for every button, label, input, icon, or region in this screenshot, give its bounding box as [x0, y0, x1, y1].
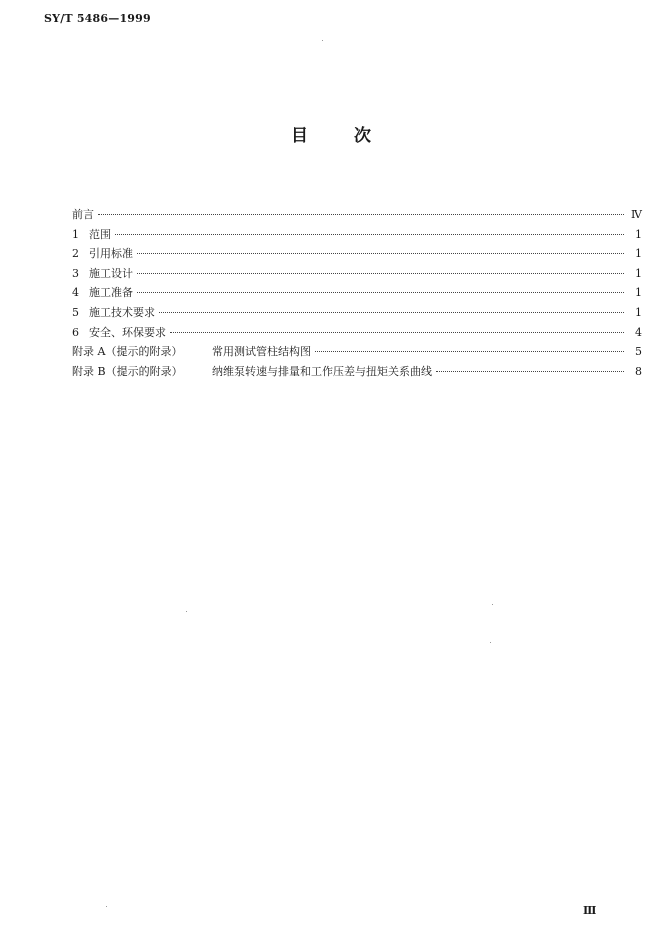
toc-entry-page: Ⅳ: [631, 208, 642, 221]
toc-entry-number: 5: [72, 305, 79, 319]
toc-entry-text: 常用测试管柱结构图: [212, 345, 311, 359]
toc-leader-dots: [170, 332, 624, 333]
toc-entry-text: 施工技术要求: [89, 305, 155, 319]
scan-speck: [186, 611, 187, 612]
toc-entry-number: 6: [72, 325, 79, 339]
toc-leader-dots: [159, 312, 624, 313]
toc-entry-5[interactable]: [72, 303, 642, 323]
scan-speck: [492, 604, 493, 605]
toc-entry-page: 4: [635, 325, 642, 339]
scan-speck: [322, 40, 323, 41]
toc-entry-number: 2: [72, 247, 79, 261]
toc-entry-3[interactable]: [72, 264, 642, 284]
toc-leader-dots: [315, 351, 624, 352]
toc-entry-page: 1: [635, 286, 642, 300]
document-code: SY/T 5486—1999: [44, 12, 151, 25]
toc-leader-dots: [137, 292, 624, 293]
scan-speck: [490, 642, 491, 643]
toc-title-char-1: 目: [291, 126, 308, 146]
toc-entry-page: 5: [635, 345, 642, 359]
toc-entry-number: 1: [72, 227, 79, 241]
toc-entry-text: 纳维泵转速与排量和工作压差与扭矩关系曲线: [212, 364, 432, 378]
toc-entry-number: 3: [72, 266, 79, 280]
toc-entry-appendix-b[interactable]: [72, 362, 642, 382]
toc-entry-text: 范围: [89, 227, 111, 241]
toc-title: [0, 121, 662, 146]
toc-leader-dots: [98, 214, 624, 215]
toc-entry-2[interactable]: [72, 244, 642, 264]
table-of-contents: [72, 205, 642, 381]
toc-entry-6[interactable]: [72, 323, 642, 343]
toc-entry-page: 1: [635, 305, 642, 319]
toc-entry-text: 引用标准: [89, 247, 133, 261]
toc-entry-text: 前言: [72, 208, 94, 221]
toc-entry-appendix-a[interactable]: [72, 342, 642, 362]
toc-entry-4[interactable]: [72, 283, 642, 303]
toc-entry-text: 安全、环保要求: [89, 325, 166, 339]
toc-leader-dots: [115, 234, 624, 235]
toc-entry-page: 8: [635, 364, 642, 378]
toc-leader-dots: [436, 371, 624, 372]
toc-appendix-label: 附录 A（提示的附录）: [72, 345, 183, 359]
toc-leader-dots: [137, 273, 624, 274]
toc-entry-page: 1: [635, 266, 642, 280]
scan-speck: [106, 906, 107, 907]
page-number: Ⅲ: [583, 904, 597, 917]
toc-entry-preface[interactable]: [72, 205, 642, 225]
toc-entry-page: 1: [635, 227, 642, 241]
toc-appendix-label: 附录 B（提示的附录）: [72, 364, 183, 378]
toc-title-char-2: 次: [354, 126, 371, 146]
toc-entry-1[interactable]: [72, 225, 642, 245]
toc-entry-text: 施工设计: [89, 266, 133, 280]
toc-entry-page: 1: [635, 247, 642, 261]
toc-entry-text: 施工准备: [89, 286, 133, 300]
toc-leader-dots: [137, 253, 624, 254]
toc-entry-number: 4: [72, 286, 79, 300]
